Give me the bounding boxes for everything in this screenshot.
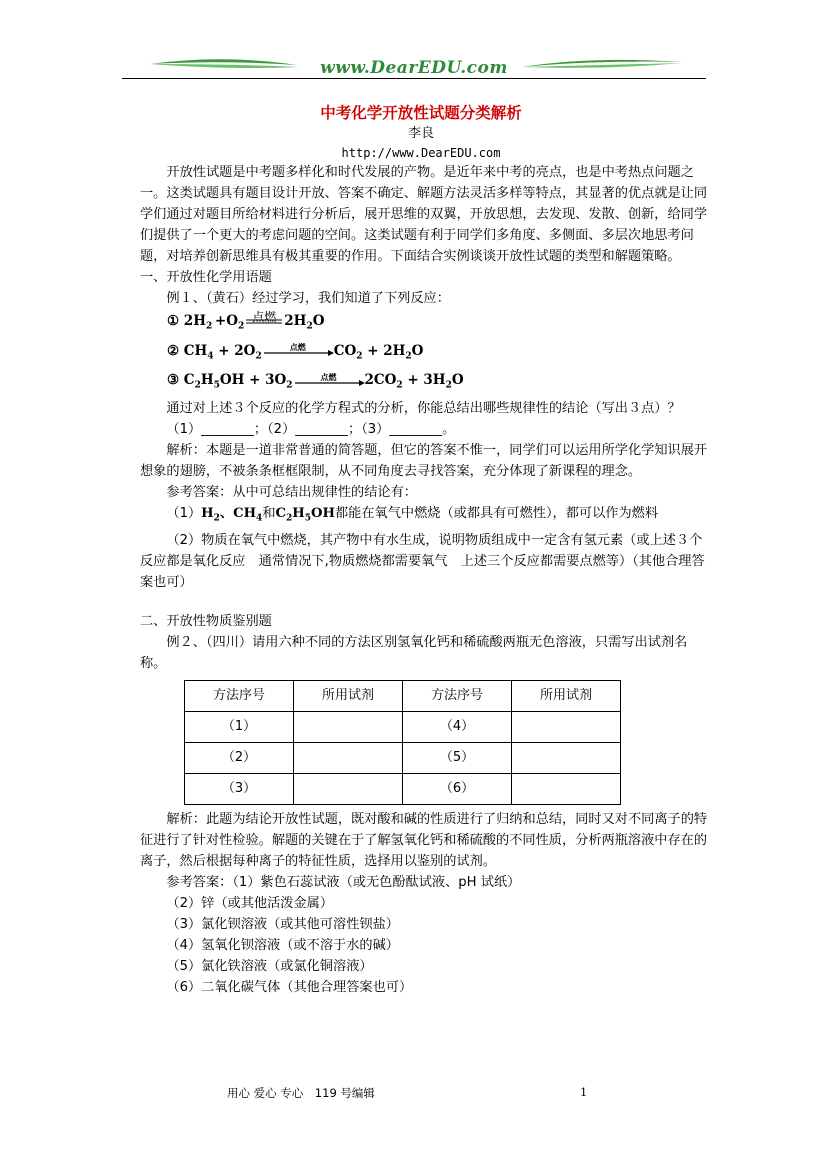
table-header-cell: 所用试剂 xyxy=(294,680,403,711)
analysis1-text: 解析：本题是一道非常普通的简答题，但它的答案不惟一，同学们可以运用所学化学知识展开想象的翅膀，不被条条框框限制，从不同角度去寻找答案，充分体现了新课程的理念。 xyxy=(140,443,708,480)
table-header-cell: 方法序号 xyxy=(403,680,512,711)
article-content xyxy=(140,102,712,998)
equation-3: ③ $C_2H_5OH + 3O_2$ 点燃 $2CO_2 + 3H_2O$ xyxy=(167,372,464,392)
reaction-arrow: 点燃 xyxy=(293,374,365,388)
example1-text: 例１、（黄石）经过学习，我们知道了下列反应： xyxy=(166,291,450,306)
table-header-cell: 方法序号 xyxy=(185,680,294,711)
page-header xyxy=(122,50,706,82)
section2-heading: 二、开放性物质鉴别题 xyxy=(140,613,272,629)
reaction-condition: 点燃 xyxy=(252,309,277,324)
table-cell: （6） xyxy=(403,773,512,804)
analysis2-text: 解析：此题为结论开放性试题，既对酸和碱的性质进行了归纳和总结，同时又对不同离子的特征进行了针对性检验。解题的关键在于了解氢氧化钙和稀硫酸的不同性质，分析两瓶溶液中存在的离子，然后根据每种离子的特征性质，选择用以鉴别的试剂。 xyxy=(140,811,708,869)
page-footer: 用心 爱心 专心 119 号编辑 xyxy=(227,1086,375,1100)
question1-text: 通过对上述３个反应的化学方程式的分析，你能总结出哪些规律性的结论（写出３点）？ xyxy=(166,401,681,417)
answer2-item: （3）氯化钡溶液（或其他可溶性钡盐） xyxy=(166,916,399,932)
answer2-item: （6）二氧化碳气体（其他合理答案也可） xyxy=(166,979,413,995)
section1-heading: 一、开放性化学用语题 xyxy=(140,270,272,285)
answer1-item-2: （2）物质在氧气中燃烧，其产物中有水生成，说明物质组成中一定含有氢元素（或上述３个反应都是氧化反应 通常情况下,物质燃烧都需要氧气 上述三个反应都需要点燃等）（其他合理答案也可） xyxy=(140,532,705,590)
table-cell: （4） xyxy=(403,711,512,742)
site-logo-text: www.DearEDU.com xyxy=(320,58,508,78)
equation-1: ① $2H_2 +O_2$ 点燃 $2H_2O$ xyxy=(167,309,325,332)
answer1-intro: 参考答案：从中可总结出规律性的结论有： xyxy=(166,485,417,501)
table-cell xyxy=(512,742,621,773)
equation-number: ② xyxy=(167,342,180,359)
table-header-row xyxy=(185,680,621,711)
intro-paragraph: 开放性试题是中考题多样化和时代发展的产物。是近年来中考的亮点，也是中考热点问题之一。这类试题具有题目设计开放、答案不确定、解题方法灵活多样等特点，其显著的优点就是让同学们通过对题目所给材料进行分析后，展开思维的双翼，开放思想，去发现、发散、创新，给同学们提供了一个更大的考虑问题的空间。这类试题有利于同学们多角度、多侧面、多层次地思考问题，对培养创新思维具有极其重要的作用。下面结合实例谈谈开放性试题的类型和解题策略。 xyxy=(140,165,708,264)
methods-table xyxy=(184,680,621,805)
table-cell xyxy=(512,711,621,742)
answer-blanks: （1）________；（2）________；（3）________。 xyxy=(166,422,456,438)
table-cell: （2） xyxy=(185,742,294,773)
table-row xyxy=(185,711,621,742)
table-cell xyxy=(294,742,403,773)
table-cell: （1） xyxy=(185,711,294,742)
article-author: 李良 xyxy=(407,126,434,141)
table-cell xyxy=(512,773,621,804)
equation-number: ③ xyxy=(167,372,180,389)
header-divider xyxy=(122,78,706,79)
table-row xyxy=(185,773,621,804)
example2-text: 例２、（四川）请用六种不同的方法区别氢氧化钙和稀硫酸两瓶无色溶液，只需写出试剂名称。 xyxy=(140,634,688,671)
table-row xyxy=(185,742,621,773)
answer2-item: （2）锌（或其他活泼金属） xyxy=(166,895,334,911)
table-cell: （3） xyxy=(185,773,294,804)
article-title: 中考化学开放性试题分类解析 xyxy=(320,104,522,122)
table-cell: （5） xyxy=(403,742,512,773)
equation-number: ① xyxy=(167,313,180,329)
table-cell xyxy=(294,773,403,804)
table-cell xyxy=(294,711,403,742)
answer2-item: （5）氯化铁溶液（或氯化铜溶液） xyxy=(166,958,373,974)
page-number: 1 xyxy=(580,1085,588,1099)
reaction-arrow: 点燃 xyxy=(262,344,334,358)
equation-2: ② $CH_4 + 2O_2$ 点燃 $CO_2 + 2H_2O$ xyxy=(167,342,424,362)
answer1-item-1: $(1)H_2$、$CH_4$和$C_2H_5OH$都能在氧气中燃烧（或都具有可燃性），都可以作为燃料 xyxy=(166,506,659,524)
article-url: http://www.DearEDU.com xyxy=(341,146,501,160)
answer2-item: 参考答案：（1）紫色石蕊试液（或无色酚酞试液、pH 试纸） xyxy=(166,874,521,890)
table-header-cell: 所用试剂 xyxy=(512,680,621,711)
answer2-item: （4）氢氧化钡溶液（或不溶于水的碱） xyxy=(166,937,399,953)
